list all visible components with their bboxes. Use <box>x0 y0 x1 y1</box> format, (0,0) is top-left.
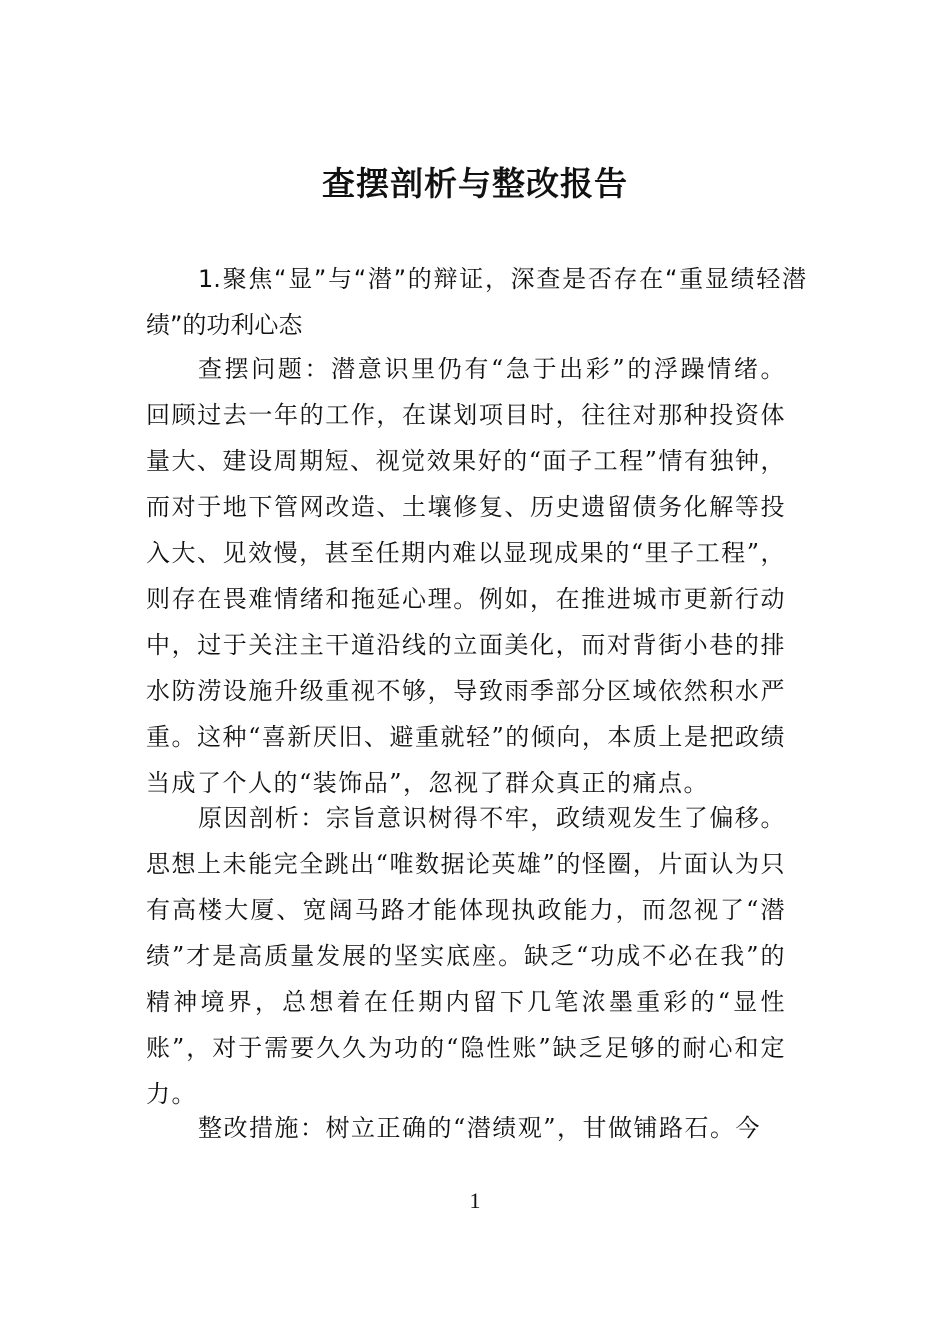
paragraph-problem: 查摆问题：潜意识里仍有“急于出彩”的浮躁情绪。回顾过去一年的工作，在谋划项目时，往往对那种投资体量大、建设周期短、视觉效果好的“面子工程”情有独钟，而对于地下管网改造、土壤修复、历史遗留债务化解等投入大、见效慢，甚至任期内难以显现成果的“里子工程”，则存在畏难情绪和拖延心理。例如，在推进城市更新行动中，过于关注主干道沿线的立面美化，而对背街小巷的排水防涝设施升级重视不够，导致雨季部分区域依然积水严重。这种“喜新厌旧、避重就轻”的倾向，本质上是把政绩当成了个人的“装饰品”，忽视了群众真正的痛点。 <box>146 355 786 797</box>
section-heading: 1.聚焦“显”与“潜”的辩证，深查是否存在“重显绩轻潜绩”的功利心态 <box>146 265 806 339</box>
page-number: 1 <box>469 1188 481 1213</box>
paragraph-measures: 整改措施：树立正确的“潜绩观”，甘做铺路石。今 <box>198 1114 762 1142</box>
paragraph-cause-analysis: 原因剖析：宗旨意识树得不牢，政绩观发生了偏移。思想上未能完全跳出“唯数据论英雄”的怪圈，片面认为只有高楼大厦、宽阔马路才能体现执政能力，而忽视了“潜绩”才是高质量发展的坚实底座。缺乏“功成不必在我”的精神境界，总想着在任期内留下几笔浓墨重彩的“显性账”，对于需要久久为功的“隐性账”缺乏足够的耐心和定力。 <box>146 804 786 1108</box>
document-title: 查摆剖析与整改报告 <box>322 164 628 203</box>
